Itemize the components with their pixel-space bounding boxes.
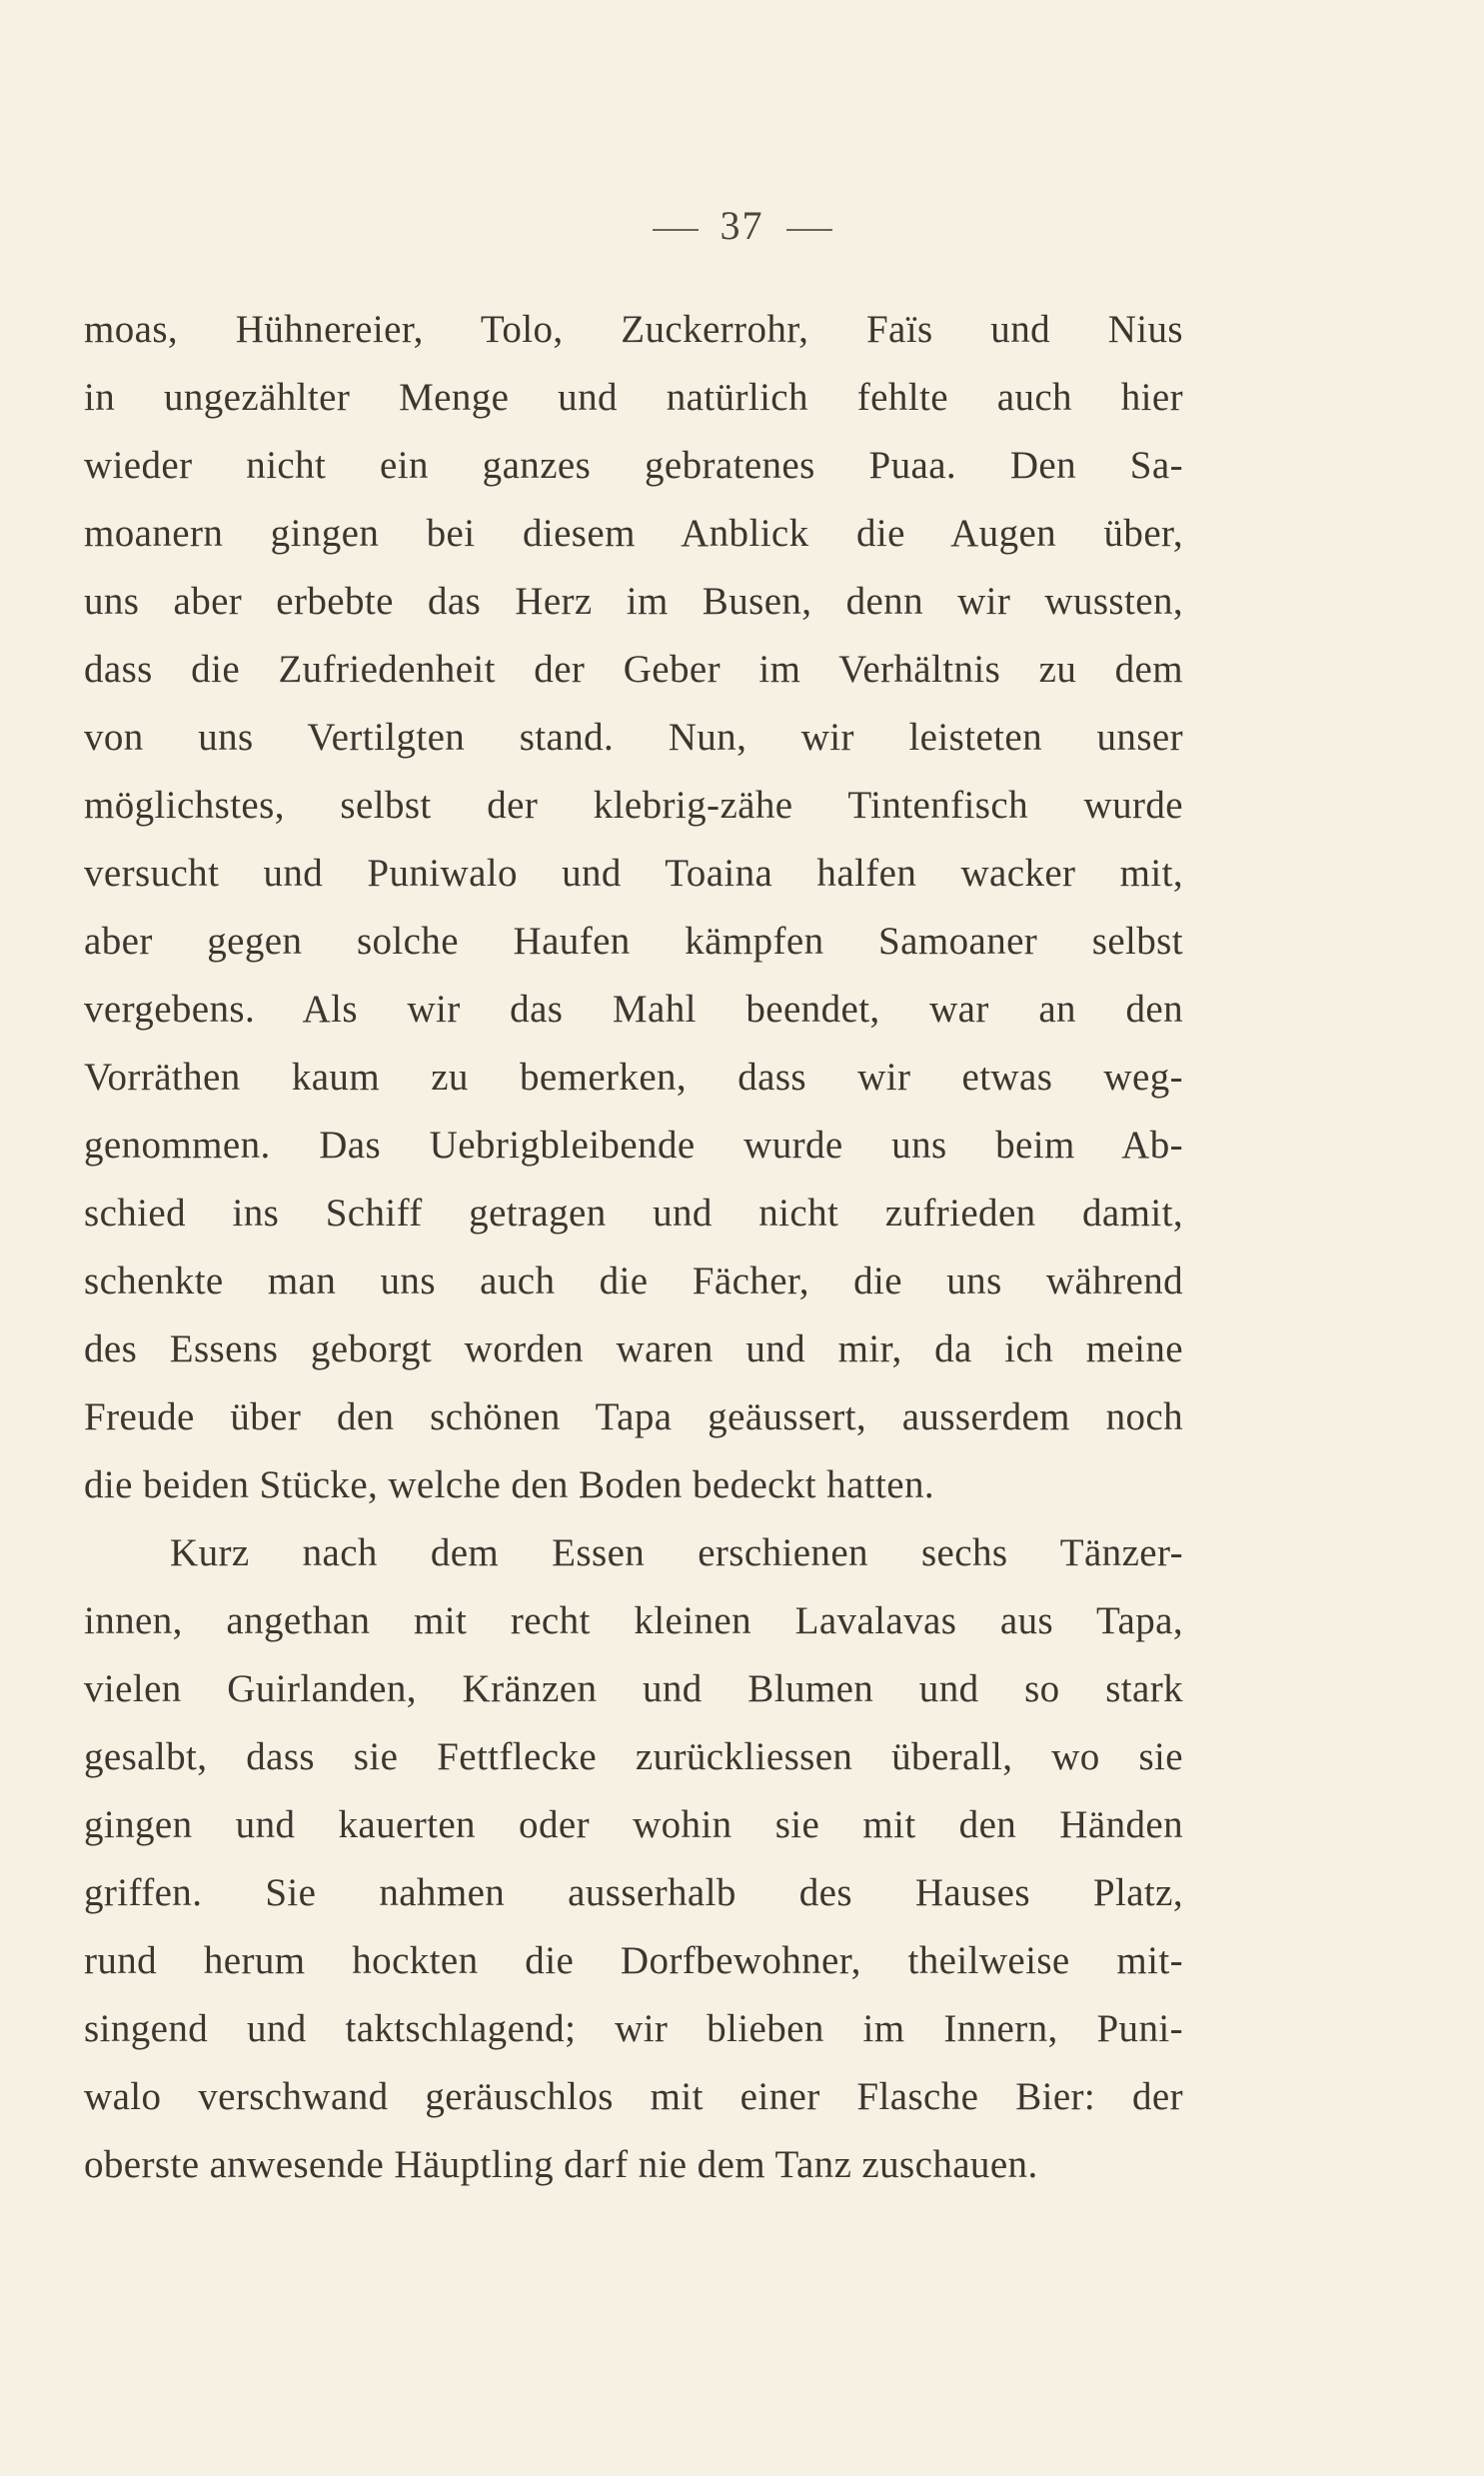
text-line: versucht und Puniwalo und Toaina halfen wacker mit, — [84, 852, 1183, 895]
text-line: in ungezählter Menge und natürlich fehlte auch hier — [84, 376, 1183, 419]
text-line: Vorräthen kaum zu bemerken, dass wir etwas weg- — [84, 1056, 1183, 1099]
text-line: rund herum hockten die Dorfbewohner, theilweise mit- — [84, 1939, 1183, 1982]
text-line: vergebens. Als wir das Mahl beendet, war an den — [84, 988, 1183, 1031]
body-text — [84, 296, 1183, 2199]
text-line: von uns Vertilgten stand. Nun, wir leisteten unser — [84, 716, 1183, 759]
text-line: moas, Hühnereier, Tolo, Zuckerrohr, Faïs und Nius — [84, 308, 1183, 351]
page-number: 37 — [720, 203, 764, 248]
text-line: des Essens geborgt worden waren und mir, da ich meine — [84, 1327, 1183, 1370]
text-line: oberste anwesende Häuptling darf nie dem Tanz zuschauen. — [84, 2143, 1038, 2186]
text-line: Freude über den schönen Tapa geäussert, ausserdem noch — [84, 1395, 1183, 1438]
page-header — [0, 202, 1484, 249]
text-line: walo verschwand geräuschlos mit einer Flasche Bier: der — [84, 2075, 1183, 2118]
text-line: moanern gingen bei diesem Anblick die Augen über, — [84, 512, 1183, 555]
text-line: Kurz nach dem Essen erschienen sechs Tänzer- — [170, 1531, 1183, 1574]
text-line: griffen. Sie nahmen ausserhalb des Hauses Platz, — [84, 1871, 1183, 1914]
text-line: möglichstes, selbst der klebrig-zähe Tintenfisch wurde — [84, 784, 1183, 827]
text-line: wieder nicht ein ganzes gebratenes Puaa. Den Sa- — [84, 444, 1183, 487]
text-line: uns aber erbebte das Herz im Busen, denn wir wussten, — [84, 580, 1183, 623]
text-line: innen, angethan mit recht kleinen Lavalavas aus Tapa, — [84, 1599, 1183, 1642]
text-line: gesalbt, dass sie Fettflecke zurückliessen überall, wo sie — [84, 1735, 1183, 1778]
text-line: schied ins Schiff getragen und nicht zufrieden damit, — [84, 1192, 1183, 1235]
header-dash-left — [653, 229, 699, 231]
header-dash-right — [786, 229, 832, 231]
text-line: genommen. Das Uebrigbleibende wurde uns beim Ab- — [84, 1124, 1183, 1167]
text-line: aber gegen solche Haufen kämpfen Samoaner selbst — [84, 920, 1183, 963]
text-line: die beiden Stücke, welche den Boden bedeckt hatten. — [84, 1463, 935, 1506]
text-line: dass die Zufriedenheit der Geber im Verhältnis zu dem — [84, 648, 1183, 691]
text-line: gingen und kauerten oder wohin sie mit den Händen — [84, 1803, 1183, 1846]
text-line: schenkte man uns auch die Fächer, die uns während — [84, 1259, 1183, 1302]
text-line: singend und taktschlagend; wir blieben im Innern, Puni- — [84, 2007, 1183, 2050]
text-line: vielen Guirlanden, Kränzen und Blumen und so stark — [84, 1667, 1183, 1710]
